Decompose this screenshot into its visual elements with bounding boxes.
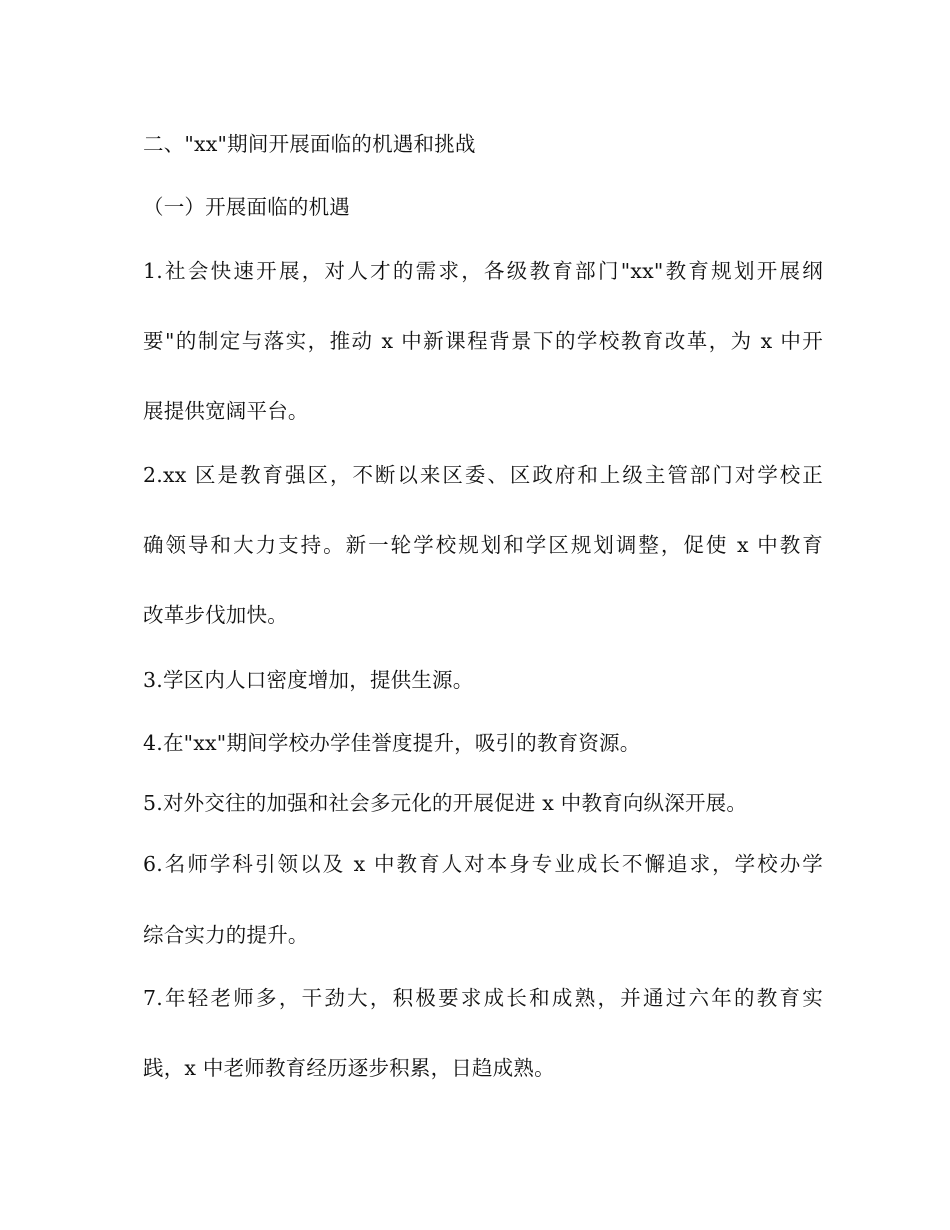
paragraph-line: 6.名师学科引领以及 x 中教育人对本身专业成长不懈追求，学校办学: [143, 852, 823, 876]
subsection-heading: （一）开展面临的机遇: [143, 195, 350, 219]
paragraph-line: 7.年轻老师多，干劲大，积极要求成长和成熟，并通过六年的教育实: [143, 986, 823, 1010]
paragraph-line: 2.xx 区是教育强区，不断以来区委、区政府和上级主管部门对学校正: [143, 463, 823, 487]
paragraph-line: 改革步伐加快。: [143, 603, 288, 627]
paragraph-line: 展提供宽阔平台。: [143, 399, 309, 423]
paragraph-line: 确领导和大力支持。新一轮学校规划和学区规划调整，促使 x 中教育: [143, 533, 823, 557]
paragraph-line: 要"的制定与落实，推动 x 中新课程背景下的学校教育改革，为 x 中开: [143, 329, 823, 353]
paragraph-line: 3.学区内人口密度增加，提供生源。: [143, 668, 474, 692]
paragraph-line: 4.在"xx"期间学校办学佳誉度提升，吸引的教育资源。: [143, 731, 641, 755]
paragraph-line: 1.社会快速开展，对人才的需求，各级教育部门"xx"教育规划开展纲: [143, 259, 823, 283]
section-heading: 二、"xx"期间开展面临的机遇和挑战: [143, 132, 476, 156]
paragraph-line: 践，x 中老师教育经历逐步积累，日趋成熟。: [143, 1056, 555, 1080]
paragraph-line: 综合实力的提升。: [143, 923, 309, 947]
paragraph-line: 5.对外交往的加强和社会多元化的开展促进 x 中教育向纵深开展。: [143, 791, 748, 815]
